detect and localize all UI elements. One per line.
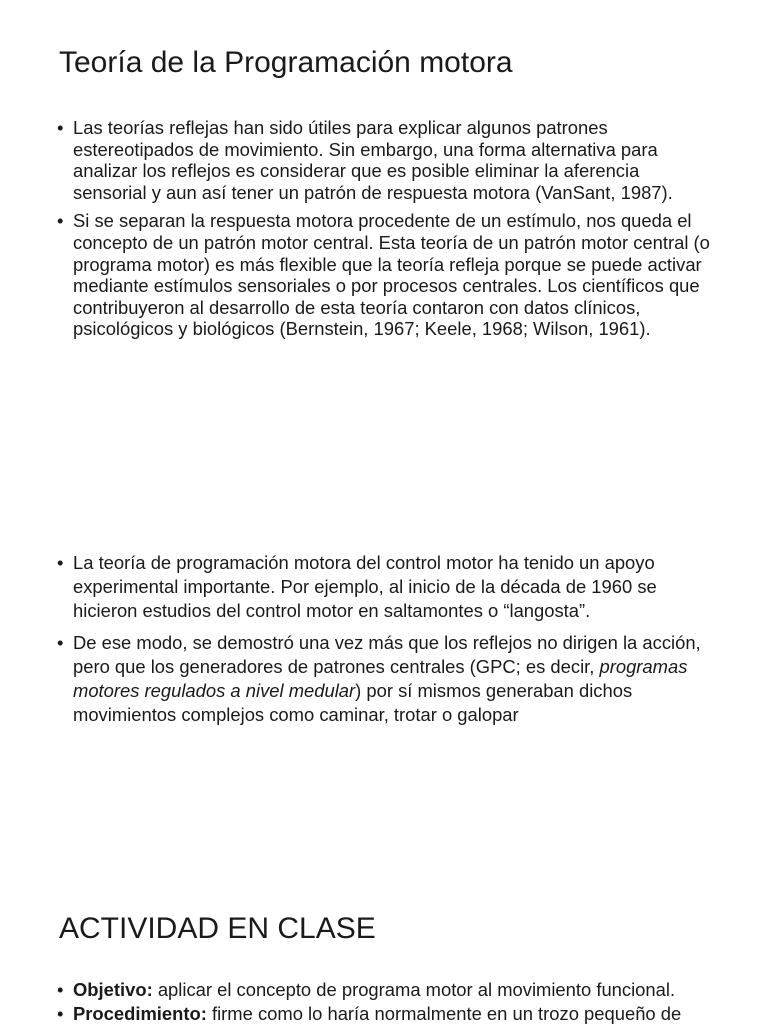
bullet-item	[57, 551, 717, 623]
bullet-item	[57, 117, 717, 203]
bullet-text: Si se separan la respuesta motora procedente de un estímulo, nos queda el concepto de un patrón motor central. Esta teoría de un patrón motor central (o programa motor) es más flexible que la teoría refleja porque se puede activar mediante estímulos sensoriales o por procesos centrales. Los científicos que contribuyeron al desarrollo de esta teoría contaron con datos clínicos, psicológicos y biológicos (Bernstein, 1967; Keele, 1968; Wilson, 1961).	[73, 210, 710, 340]
bullet-item	[57, 210, 717, 340]
procedure-text: firme como lo haría normalmente en un trozo pequeño de	[206, 1002, 682, 1024]
slide-2	[0, 520, 768, 880]
bullet-dot-icon: •	[57, 210, 64, 232]
bullet-dot-icon: •	[57, 979, 64, 1000]
slide-title: ACTIVIDAD EN CLASE	[59, 912, 376, 945]
bullet-list	[57, 551, 717, 735]
bullet-text-part: De ese modo, se demostró una vez más que los reflejos no dirigen la acción, pero que los generadores de patrones centrales (GPC; es decir,	[73, 632, 701, 677]
procedure-label: Procedimiento:	[73, 1002, 207, 1024]
objective-label: Objetivo:	[73, 979, 153, 1000]
bullet-dot-icon: •	[57, 1002, 64, 1024]
bullet-item	[57, 1003, 737, 1025]
bullet-text: Las teorías reflejas han sido útiles para explicar algunos patrones estereotipados de movimiento. Sin embargo, una forma alternativa para analizar los reflejos es considerar que es posible eliminar la aferencia sensorial y aun así tener un patrón de respuesta motora (VanSant, 1987).	[73, 117, 673, 203]
bullet-dot-icon: •	[57, 117, 64, 138]
bullet-dot-icon: •	[57, 632, 64, 653]
bullet-item	[57, 979, 737, 1001]
bullet-text: La teoría de programación motora del control motor ha tenido un apoyo experimental importante. Por ejemplo, al inicio de la década de 1960 se hicieron estudios del control motor en saltamontes o “langosta”.	[73, 552, 657, 621]
bullet-list	[57, 117, 717, 347]
objective-text: aplicar el concepto de programa motor al movimiento funcional.	[152, 979, 676, 1000]
bullet-text	[73, 632, 701, 725]
slide-3	[0, 880, 768, 1024]
bullet-list	[57, 979, 737, 1031]
bullet-item	[57, 631, 717, 727]
slide-title: Teoría de la Programación motora	[59, 46, 513, 79]
bullet-text-italic: programas motores regulados a nivel medular	[73, 656, 688, 701]
bullet-text-part: ) por sí mismos generaban dichos movimientos complejos como caminar, trotar o galopar	[73, 680, 633, 725]
bullet-dot-icon: •	[57, 552, 64, 573]
